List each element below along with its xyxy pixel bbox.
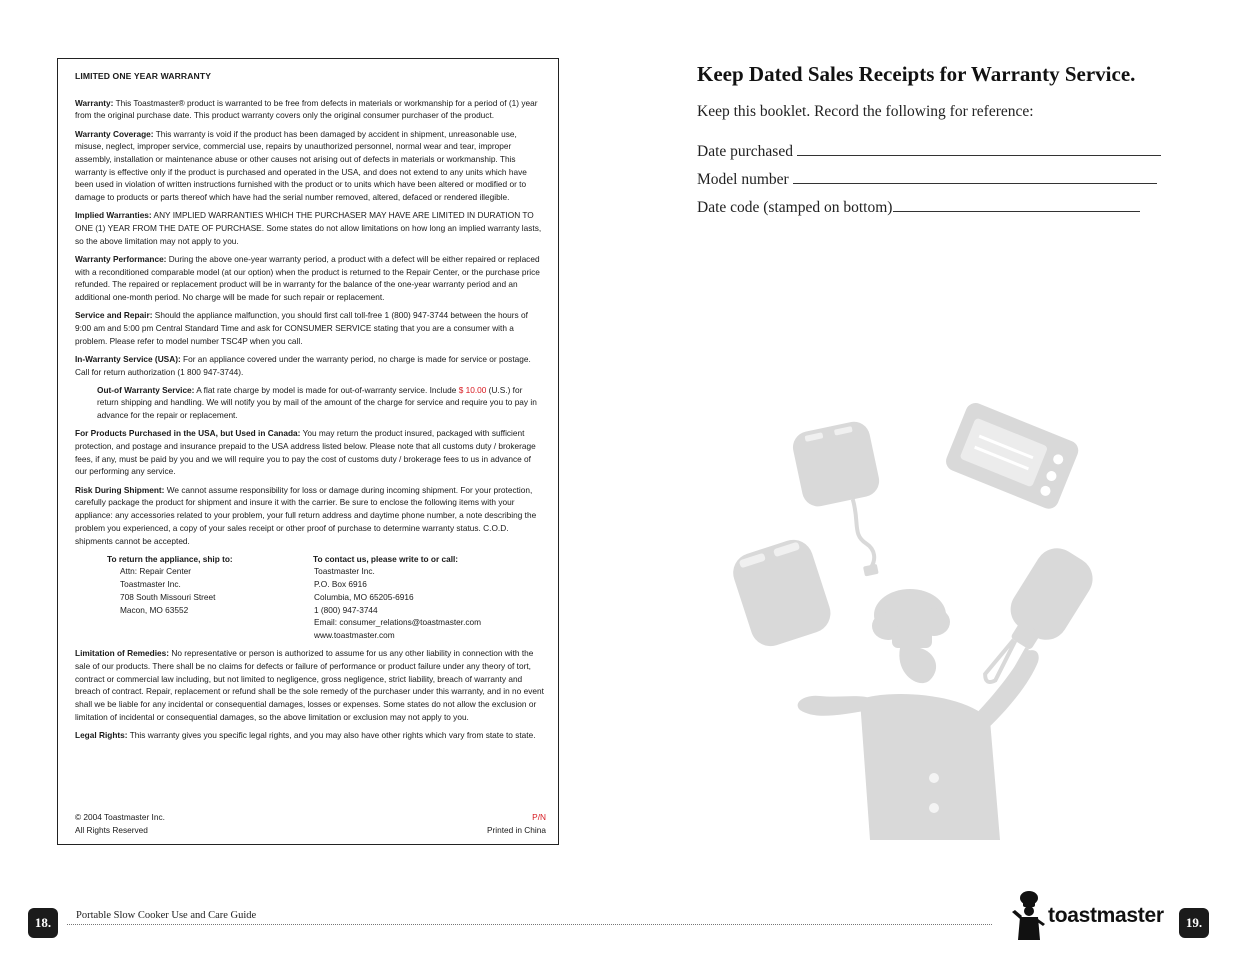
- warranty-coverage-section: [75, 128, 545, 204]
- contact-address: [310, 553, 545, 642]
- date-code-field: [697, 197, 1140, 217]
- print-info-block: [487, 811, 546, 836]
- fill-in-line: [797, 141, 1161, 156]
- out-of-warranty-section: [75, 384, 545, 422]
- section-text: This Toastmaster® product is warranted to be free from defects in materials or workmanship for a period of (1) year from the original purchase date. This product warranty covers only the original consumer purchaser of the product.: [75, 97, 538, 121]
- address-block: [75, 553, 545, 642]
- address-line: P.O. Box 6916: [314, 579, 367, 590]
- address-line: Attn: Repair Center: [120, 566, 192, 577]
- in-warranty-service-section: [75, 353, 545, 378]
- chef-logo-icon: [1012, 890, 1046, 942]
- section-text: (U.S.) for return shipping and handling. We will notify you by mail of the amount of the charge for service and require you to pay in advance for the repair or replacement.: [97, 384, 537, 421]
- limitation-remedies-section: [75, 647, 545, 723]
- warranty-footer: [75, 811, 546, 836]
- legal-rights-section: [75, 729, 545, 742]
- risk-shipment-section: [75, 484, 545, 548]
- section-head: In-Warranty Service (USA):: [75, 353, 181, 364]
- section-head: Risk During Shipment:: [75, 484, 165, 495]
- mixer-icon: [969, 540, 1101, 702]
- footer-dotted-rule: [67, 924, 992, 925]
- section-text: This warranty is void if the product has been damaged by accident in shipment, unreasonable use, misuse, neglect, improper service, commercial use, repairs by unauthorized personnel, normal wear and tear, improper assembly, installation or maintenance abuse or other causes not arising out of defects in materials or workmanship. This warranty is effective only if the product is purchased and operated in the USA, and does not extend to any units which have been used in violation of written instructions furnished with the product or to units which have been altered or modified or to damage to products or parts thereof which have had the serial number removed, altered, defaced or rendered illegible.: [75, 128, 527, 203]
- fill-in-line: [893, 197, 1140, 212]
- section-head: Warranty Performance:: [75, 253, 167, 264]
- brand-name: toastmaster: [1048, 904, 1164, 927]
- section-text: This warranty gives you specific legal rights, and you may also have other rights which vary from state to state.: [127, 729, 536, 740]
- warranty-box: [57, 58, 559, 845]
- warranty-section: [75, 97, 545, 122]
- service-repair-section: [75, 309, 545, 347]
- chef-icon: [798, 589, 1039, 840]
- appliance-icon: [728, 535, 836, 652]
- phone-number: 1 (800) 947-3744: [314, 604, 378, 615]
- section-text: No representative or person is authorized to assume for us any other liability in connection with the sale of our products. There shall be no claims for defects or failure of performance or product failure under any theory of tort, contract or commercial law including, but not limited to negligence, gross negligence, strict liability, breach of warranty and breach of contract. Repair, replacement or refund shall be the sole remedy of the purchaser under this warranty, and in no event shall we be liable for any incidental or consequential damages, losses or expenses. Some states do not allow the exclusion or limitation of incidental or consequential damages, so the above limitation or exclusion may not apply to you.: [75, 648, 544, 722]
- copyright-block: [75, 811, 165, 836]
- section-text: For an appliance covered under the warranty period, no charge is made for service or postage. Call for return authorization (1 800 947-3744).: [75, 353, 531, 377]
- field-label: Date code (stamped on bottom): [697, 199, 893, 216]
- price-value: $ 10.00: [458, 384, 487, 395]
- section-text: ANY IMPLIED WARRANTIES WHICH THE PURCHASER MAY HAVE ARE LIMITED IN DURATION TO ONE (1) YEAR FROM THE DATE OF PURCHASE. Some states do not allow limitations on how long an implied warranty lasts, so the above limitation may not apply to you.: [75, 210, 542, 246]
- address-line: Macon, MO 63552: [120, 604, 189, 615]
- section-text: You may return the product insured, packaged with sufficient protection, and postage and insurance prepaid to the USA address listed below. Please note that all customs duty / brokerage fees, if any, must be paid by you and we will require you to pay the cost of customs duty / brokerage fees to us in advance of our performing any service.: [75, 428, 536, 477]
- ship-to-address: [75, 553, 310, 642]
- ship-to-heading: To return the appliance, ship to:: [107, 553, 233, 564]
- address-line: Columbia, MO 65205-6916: [314, 591, 414, 602]
- toastmaster-logo: [1012, 890, 1164, 942]
- printed-in-text: Printed in China: [486, 824, 546, 835]
- section-head: For Products Purchased in the USA, but Used in Canada:: [75, 428, 301, 439]
- website-url: www.toastmaster.com: [314, 629, 395, 640]
- section-head: Implied Warranties:: [75, 210, 152, 221]
- implied-warranties-section: [75, 209, 545, 247]
- address-line: Toastmaster Inc.: [314, 566, 375, 577]
- email-address: Email: consumer_relations@toastmaster.com: [314, 617, 482, 628]
- date-purchased-field: [697, 141, 1161, 161]
- canada-section: [75, 427, 545, 478]
- section-head: Limitation of Remedies:: [75, 648, 170, 659]
- section-head: Out-of Warranty Service:: [97, 384, 195, 395]
- section-text: A flat rate charge by model is made for out-of-warranty service. Include: [194, 384, 459, 395]
- warranty-performance-section: [75, 253, 545, 304]
- page-number-right: 19.: [1179, 908, 1209, 938]
- guide-title: Portable Slow Cooker Use and Care Guide: [76, 910, 257, 921]
- page-number-left: 18.: [28, 908, 58, 938]
- chef-appliances-illustration: [720, 390, 1150, 840]
- section-head: Warranty:: [75, 97, 114, 108]
- fill-in-line: [793, 169, 1157, 184]
- section-text: We cannot assume responsibility for loss or damage during incoming shipment. For your protection, carefully package the product for shipment and insure it with the carrier. Be sure to enclose the following items with your appliance: any accessories related to your problem, your full return address and daytime phone number, a note describing the problem you experienced, a copy of your sales receipt or other proof of purchase to determine warranty status. C.O.D. shipments cannot be accepted.: [75, 484, 537, 546]
- section-text: Should the appliance malfunction, you should first call toll-free 1 (800) 947-3744 between the hours of 9:00 am and 5:00 pm Central Standard Time and ask for CONSUMER SERVICE stating that you are a consumer with a problem. Please refer to model number TSC4P when you call.: [75, 310, 528, 346]
- contact-heading: To contact us, please write to or call:: [313, 553, 459, 564]
- rights-text: All Rights Reserved: [75, 824, 148, 835]
- toaster-oven-icon: [943, 400, 1081, 512]
- address-line: Toastmaster Inc.: [120, 579, 181, 590]
- section-head: Warranty Coverage:: [75, 128, 154, 139]
- section-text: During the above one-year warranty period, a product with a defect will be either repaired or replaced with a reconditioned comparable model (at our option) when the product is returned to the Repair Center, or the purchase price refunded. The repaired or replacement product will be in warranty for the balance of the one-year warranty period and an additional one-month period. No charge will be made for such repair or replacement.: [75, 253, 540, 303]
- field-label: Model number: [697, 171, 789, 188]
- section-head: Service and Repair:: [75, 310, 153, 321]
- part-number-label: P/N: [532, 812, 546, 822]
- address-line: 708 South Missouri Street: [120, 591, 216, 602]
- section-head: Legal Rights:: [75, 729, 128, 740]
- page-title: Keep Dated Sales Receipts for Warranty Service.: [697, 62, 1136, 86]
- warranty-title: LIMITED ONE YEAR WARRANTY: [75, 71, 212, 81]
- page-subtitle: Keep this booklet. Record the following for reference:: [697, 103, 1034, 120]
- field-label: Date purchased: [697, 143, 793, 160]
- copyright-text: © 2004 Toastmaster Inc.: [75, 812, 165, 822]
- model-number-field: [697, 169, 1157, 189]
